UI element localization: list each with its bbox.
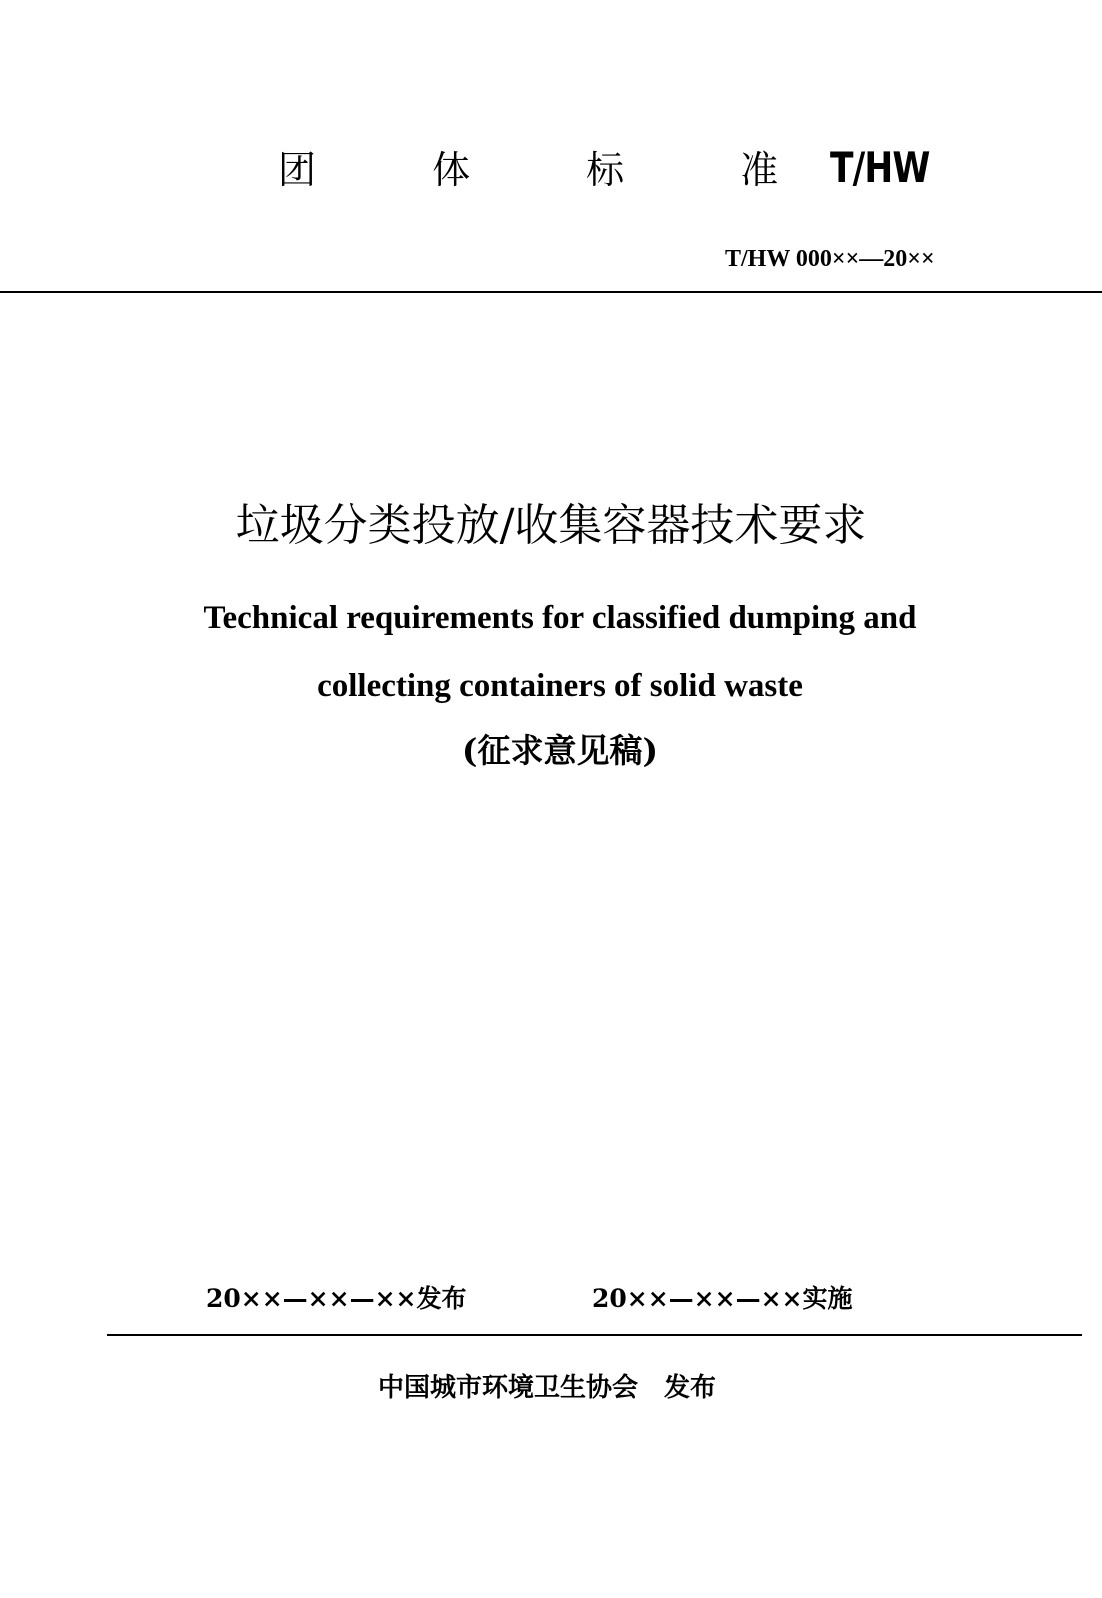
issue-date: 20××—××—××发布 — [206, 1284, 467, 1313]
document-title-english — [0, 584, 1102, 720]
draft-status-label: (征求意见稿) — [461, 731, 659, 770]
standard-logo: T/HW — [830, 143, 930, 192]
document-title-english-line1: Technical requirements for classified dumping and — [203, 600, 917, 636]
document-title-chinese: 垃圾分类投放/收集容器技术要求 — [235, 500, 867, 551]
publisher: 中国城市环境卫生协会 发布 — [378, 1373, 717, 1403]
footer-divider — [107, 1334, 1082, 1336]
standard-type-label: 团 体 标 准 — [278, 148, 831, 192]
standard-number: T/HW 000××—20×× — [725, 246, 935, 272]
header-divider — [0, 291, 1102, 293]
implementation-date: 20××—××—××实施 — [592, 1284, 853, 1313]
document-title-english-line2: collecting containers of solid waste — [317, 668, 803, 704]
